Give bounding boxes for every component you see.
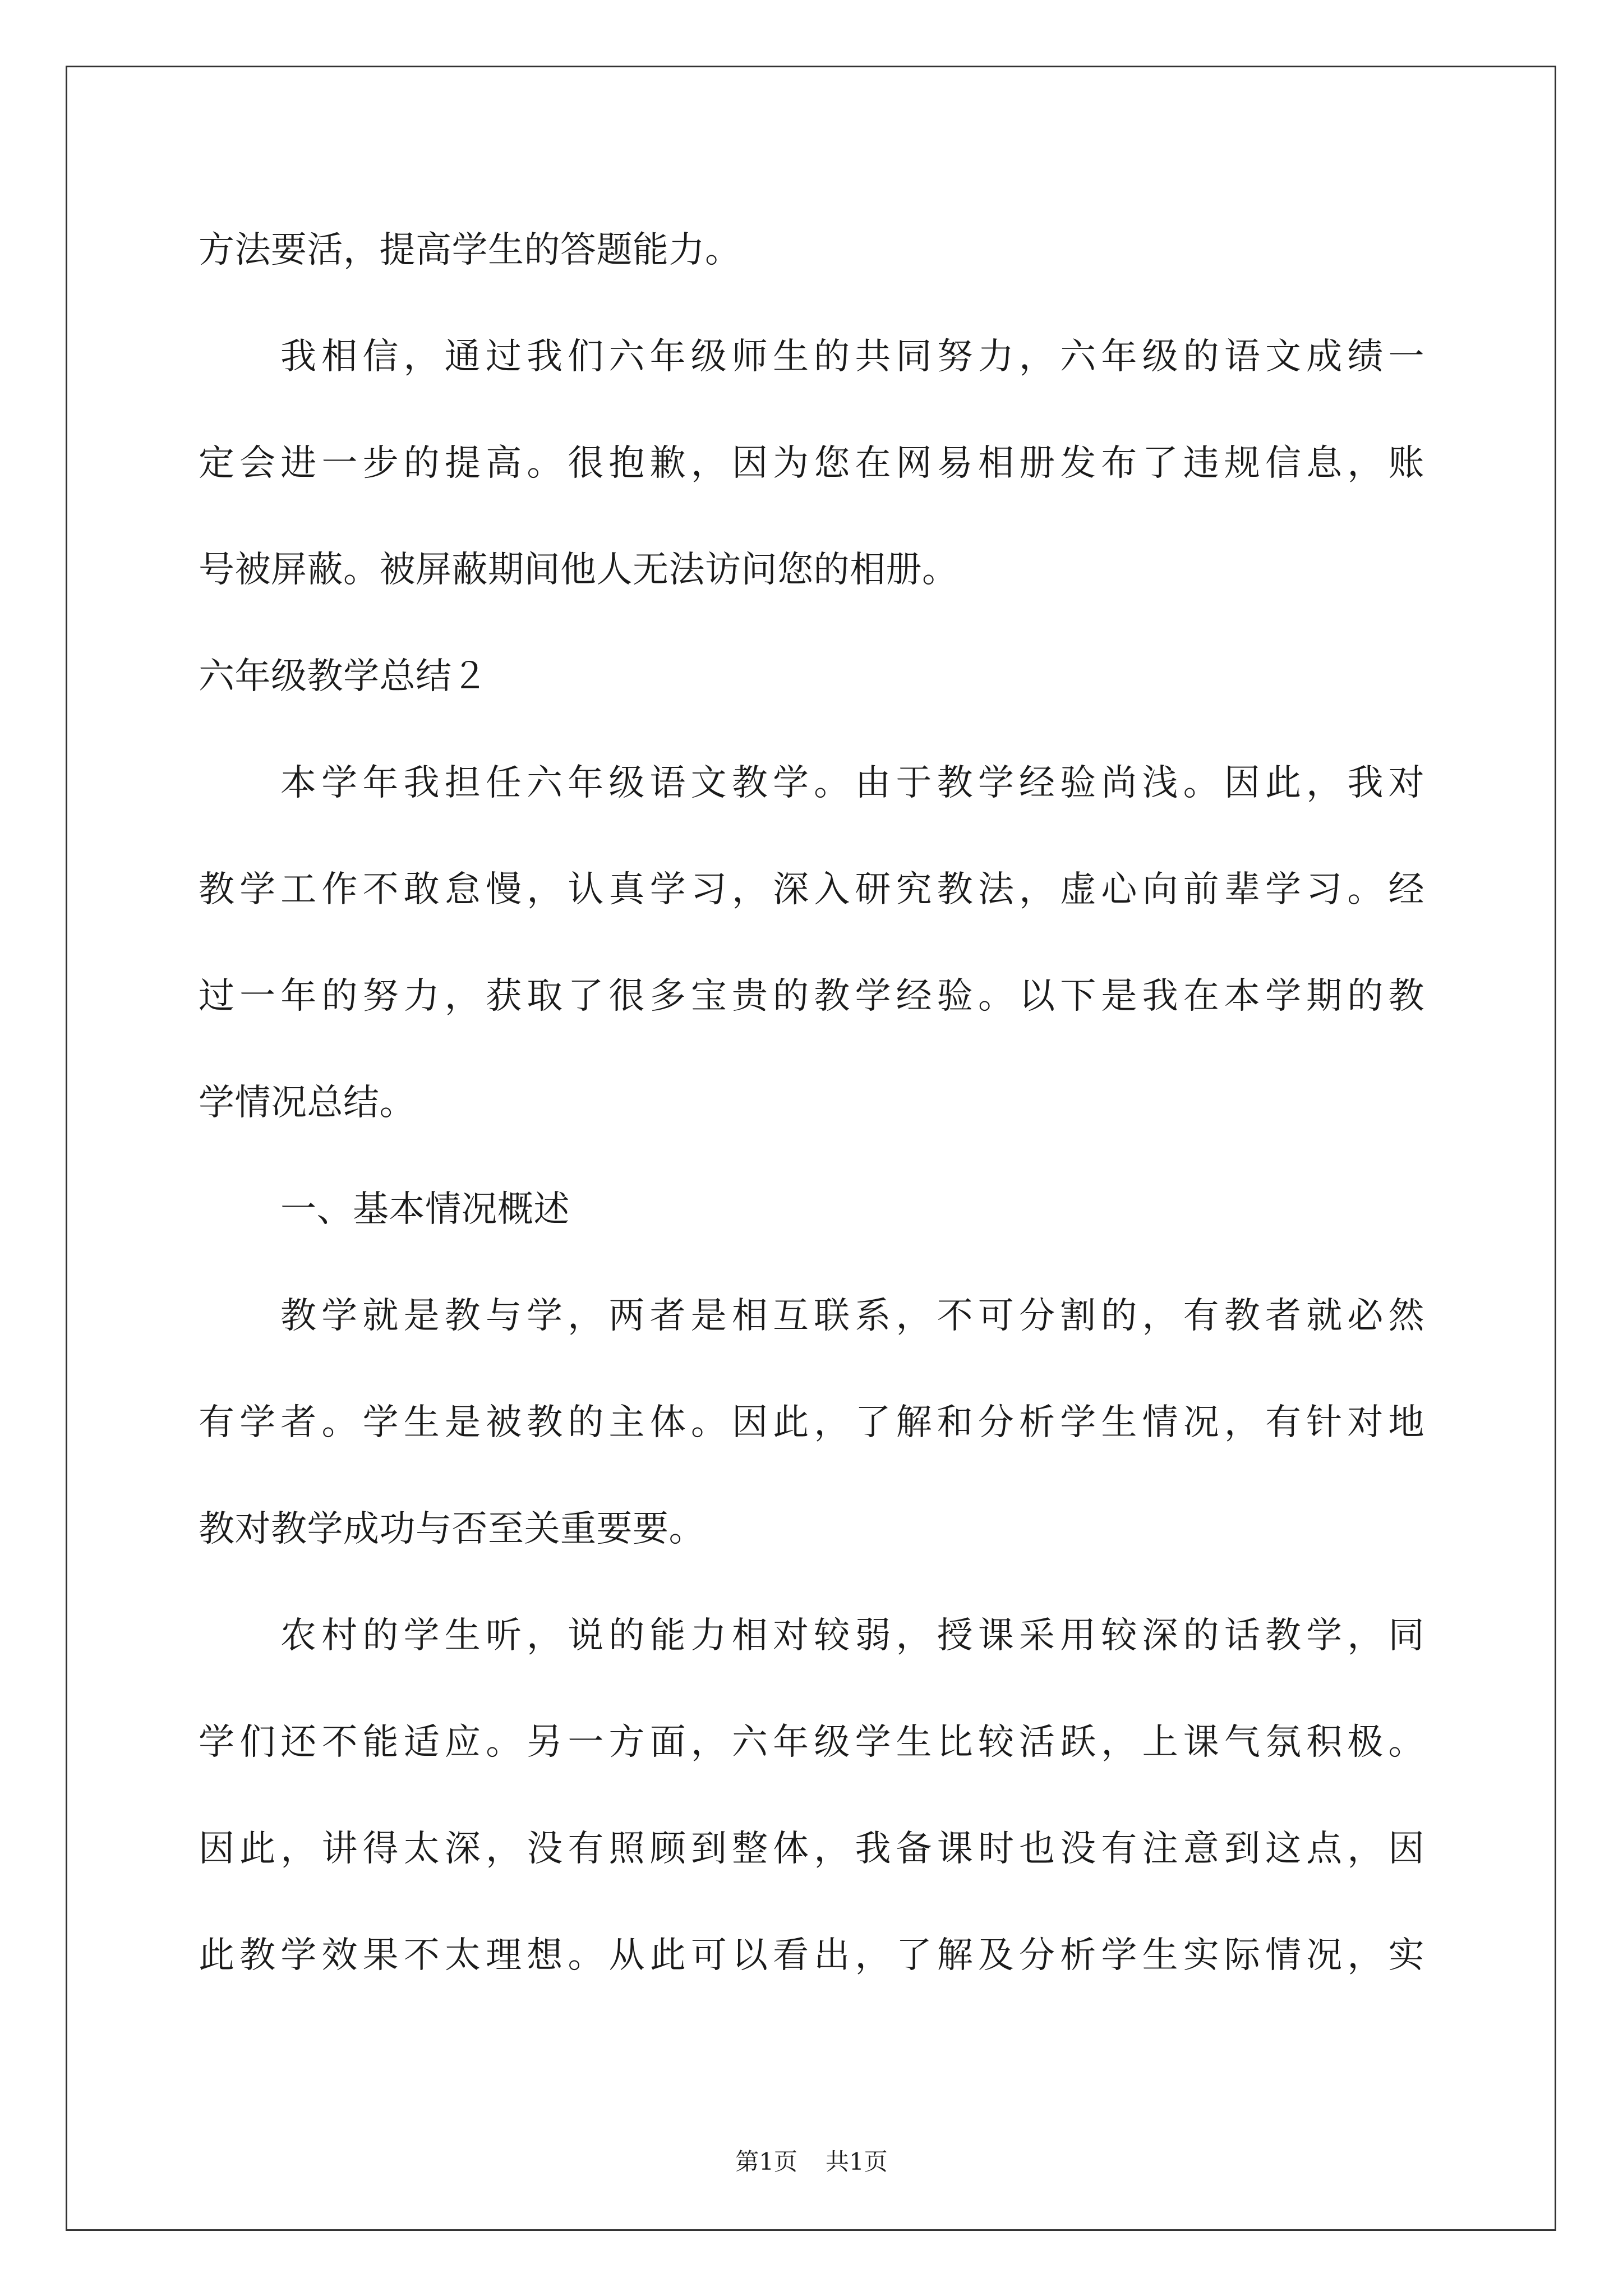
text-line: 方法要活，提高学生的答题能力。 (199, 229, 741, 271)
section-title: 六年级教学总结２ (199, 656, 488, 697)
page-border (66, 66, 1556, 2231)
text-line: 教对教学成功与否至关重要要。 (199, 1508, 705, 1550)
text-line: 因此，讲得太深，没有照顾到整体，我备课时也没有注意到这点，因 (199, 1828, 1424, 1870)
text-line: 定会进一步的提高。很抱歉，因为您在网易相册发布了违规信息，账 (199, 443, 1424, 484)
text-line: 有学者。学生是被教的主体。因此，了解和分析学生情况，有针对地 (199, 1402, 1424, 1443)
text-line: 此教学效果不太理想。从此可以看出，了解及分析学生实际情况，实 (199, 1935, 1424, 1976)
text-line: 过一年的努力，获取了很多宝贵的教学经验。以下是我在本学期的教 (199, 976, 1424, 1017)
page-footer (0, 2146, 1623, 2178)
text-line: 教学就是教与学，两者是相互联系，不可分割的，有教者就必然 (280, 1295, 1424, 1337)
text-line: 学情况总结。 (199, 1082, 416, 1124)
text-line: 农村的学生听，说的能力相对较弱，授课采用较深的话教学，同 (280, 1615, 1424, 1657)
subsection-heading: 一、基本情况概述 (280, 1189, 570, 1230)
page-total: 共1页 (826, 2148, 888, 2175)
text-line: 学们还不能适应。另一方面，六年级学生比较活跃，上课气氛积极。 (199, 1722, 1424, 1763)
text-line: 教学工作不敢怠慢，认真学习，深入研究教法，虚心向前辈学习。经 (199, 869, 1424, 910)
page-number: 第1页 (735, 2148, 797, 2175)
text-line: 号被屏蔽。被屏蔽期间他人无法访问您的相册。 (199, 549, 958, 591)
text-line: 我相信，通过我们六年级师生的共同努力，六年级的语文成绩一 (280, 336, 1424, 378)
text-line: 本学年我担任六年级语文教学。由于教学经验尚浅。因此，我对 (280, 762, 1424, 804)
